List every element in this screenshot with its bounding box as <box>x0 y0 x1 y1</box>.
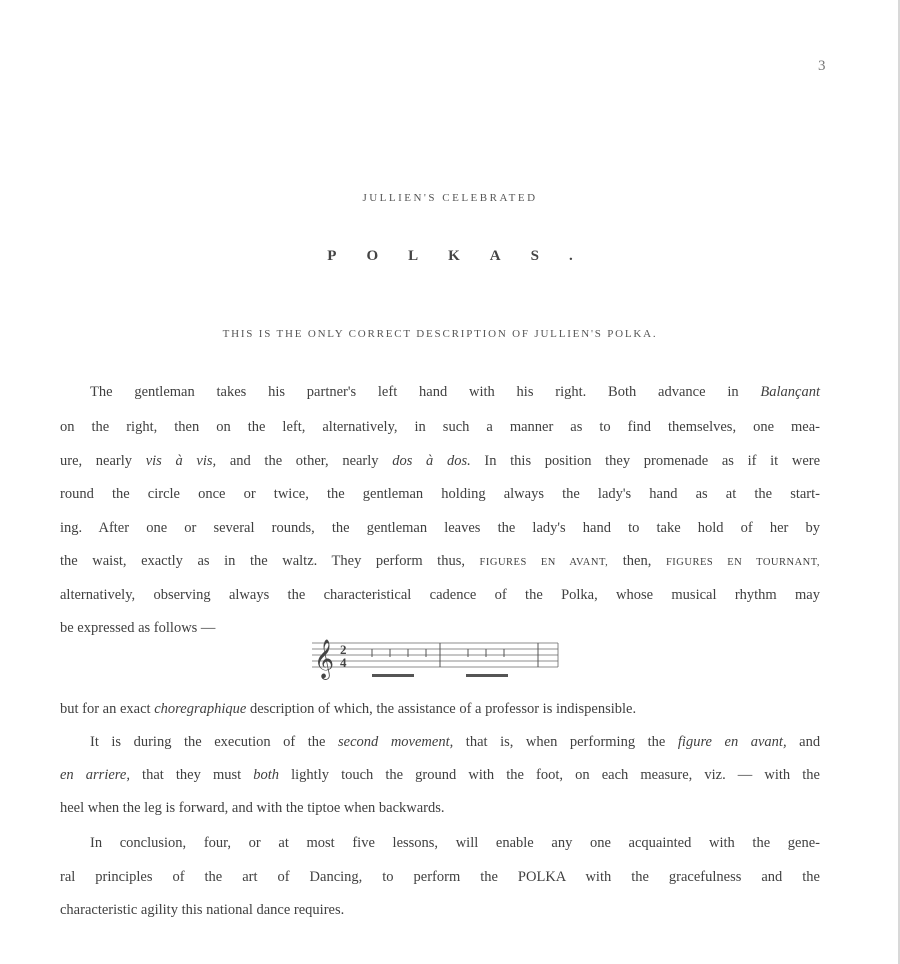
paragraph-1-line-4: round the circle once or twice, the gentleman holding always the lady's hand as at the start- <box>60 486 820 502</box>
paragraph-1-line-7: alternatively, observing always the characteristical cadence of the Polka, whose musical rhythm may <box>60 587 820 603</box>
beat-bar <box>466 674 508 677</box>
page-number: 3 <box>818 58 826 74</box>
paragraph-1-line-2: on the right, then on the left, alternatively, in such a manner as to find themselves, one mea- <box>60 419 820 435</box>
paragraph-1-line-8: be expressed as follows — <box>60 620 216 636</box>
paragraph-1-line-5: ing. After one or several rounds, the gentleman leaves the lady's hand to take hold of her by <box>60 520 820 536</box>
treble-clef-icon: 𝄞 <box>314 639 335 679</box>
paragraph-2-line-2: en arriere, that they must both lightly touch the ground with the foot, on each measure, viz. — with the <box>60 767 820 783</box>
svg-text:2: 2 <box>340 642 347 657</box>
paragraph-1-ending: but for an exact choregraphique description of which, the assistance of a professor is indispensible. <box>60 701 637 717</box>
paragraph-1-line-6: the waist, exactly as in the waltz. They perform thus, FIGURES EN AVANT, then, FIGURES EN TOURNANT, <box>60 553 821 569</box>
paragraph-2-line-3: heel when the leg is forward, and with the tiptoe when backwards. <box>60 800 445 816</box>
paragraph-3-line-3: characteristic agility this national dance requires. <box>60 902 345 918</box>
italic-text: Balançant <box>760 384 821 400</box>
heading-celebrated: JULLIEN'S CELEBRATED <box>362 192 538 204</box>
paragraph-3-line-2: ral principles of the art of Dancing, to perform the POLKA with the gracefulness and the <box>60 869 820 885</box>
heading-subtitle: THIS IS THE ONLY CORRECT DESCRIPTION OF JULLIEN'S POLKA. <box>222 328 658 340</box>
music-notation <box>310 633 560 683</box>
beat-bar <box>372 674 414 677</box>
svg-text:4: 4 <box>340 655 347 670</box>
paragraph-1-line-3: ure, nearly vis à vis, and the other, nearly dos à dos. In this position they promenade as if it were <box>60 453 821 469</box>
paragraph-1-line-1: The gentleman takes his partner's left hand with his right. Both advance in Balançant <box>90 384 821 400</box>
paragraph-2-line-1: It is during the execution of the second movement, that is, when performing the figure en avant, and <box>90 734 821 750</box>
paragraph-3-line-1: In conclusion, four, or at most five lessons, will enable any one acquainted with the gene- <box>90 835 820 851</box>
heading-title: POLKAS. <box>327 248 603 264</box>
